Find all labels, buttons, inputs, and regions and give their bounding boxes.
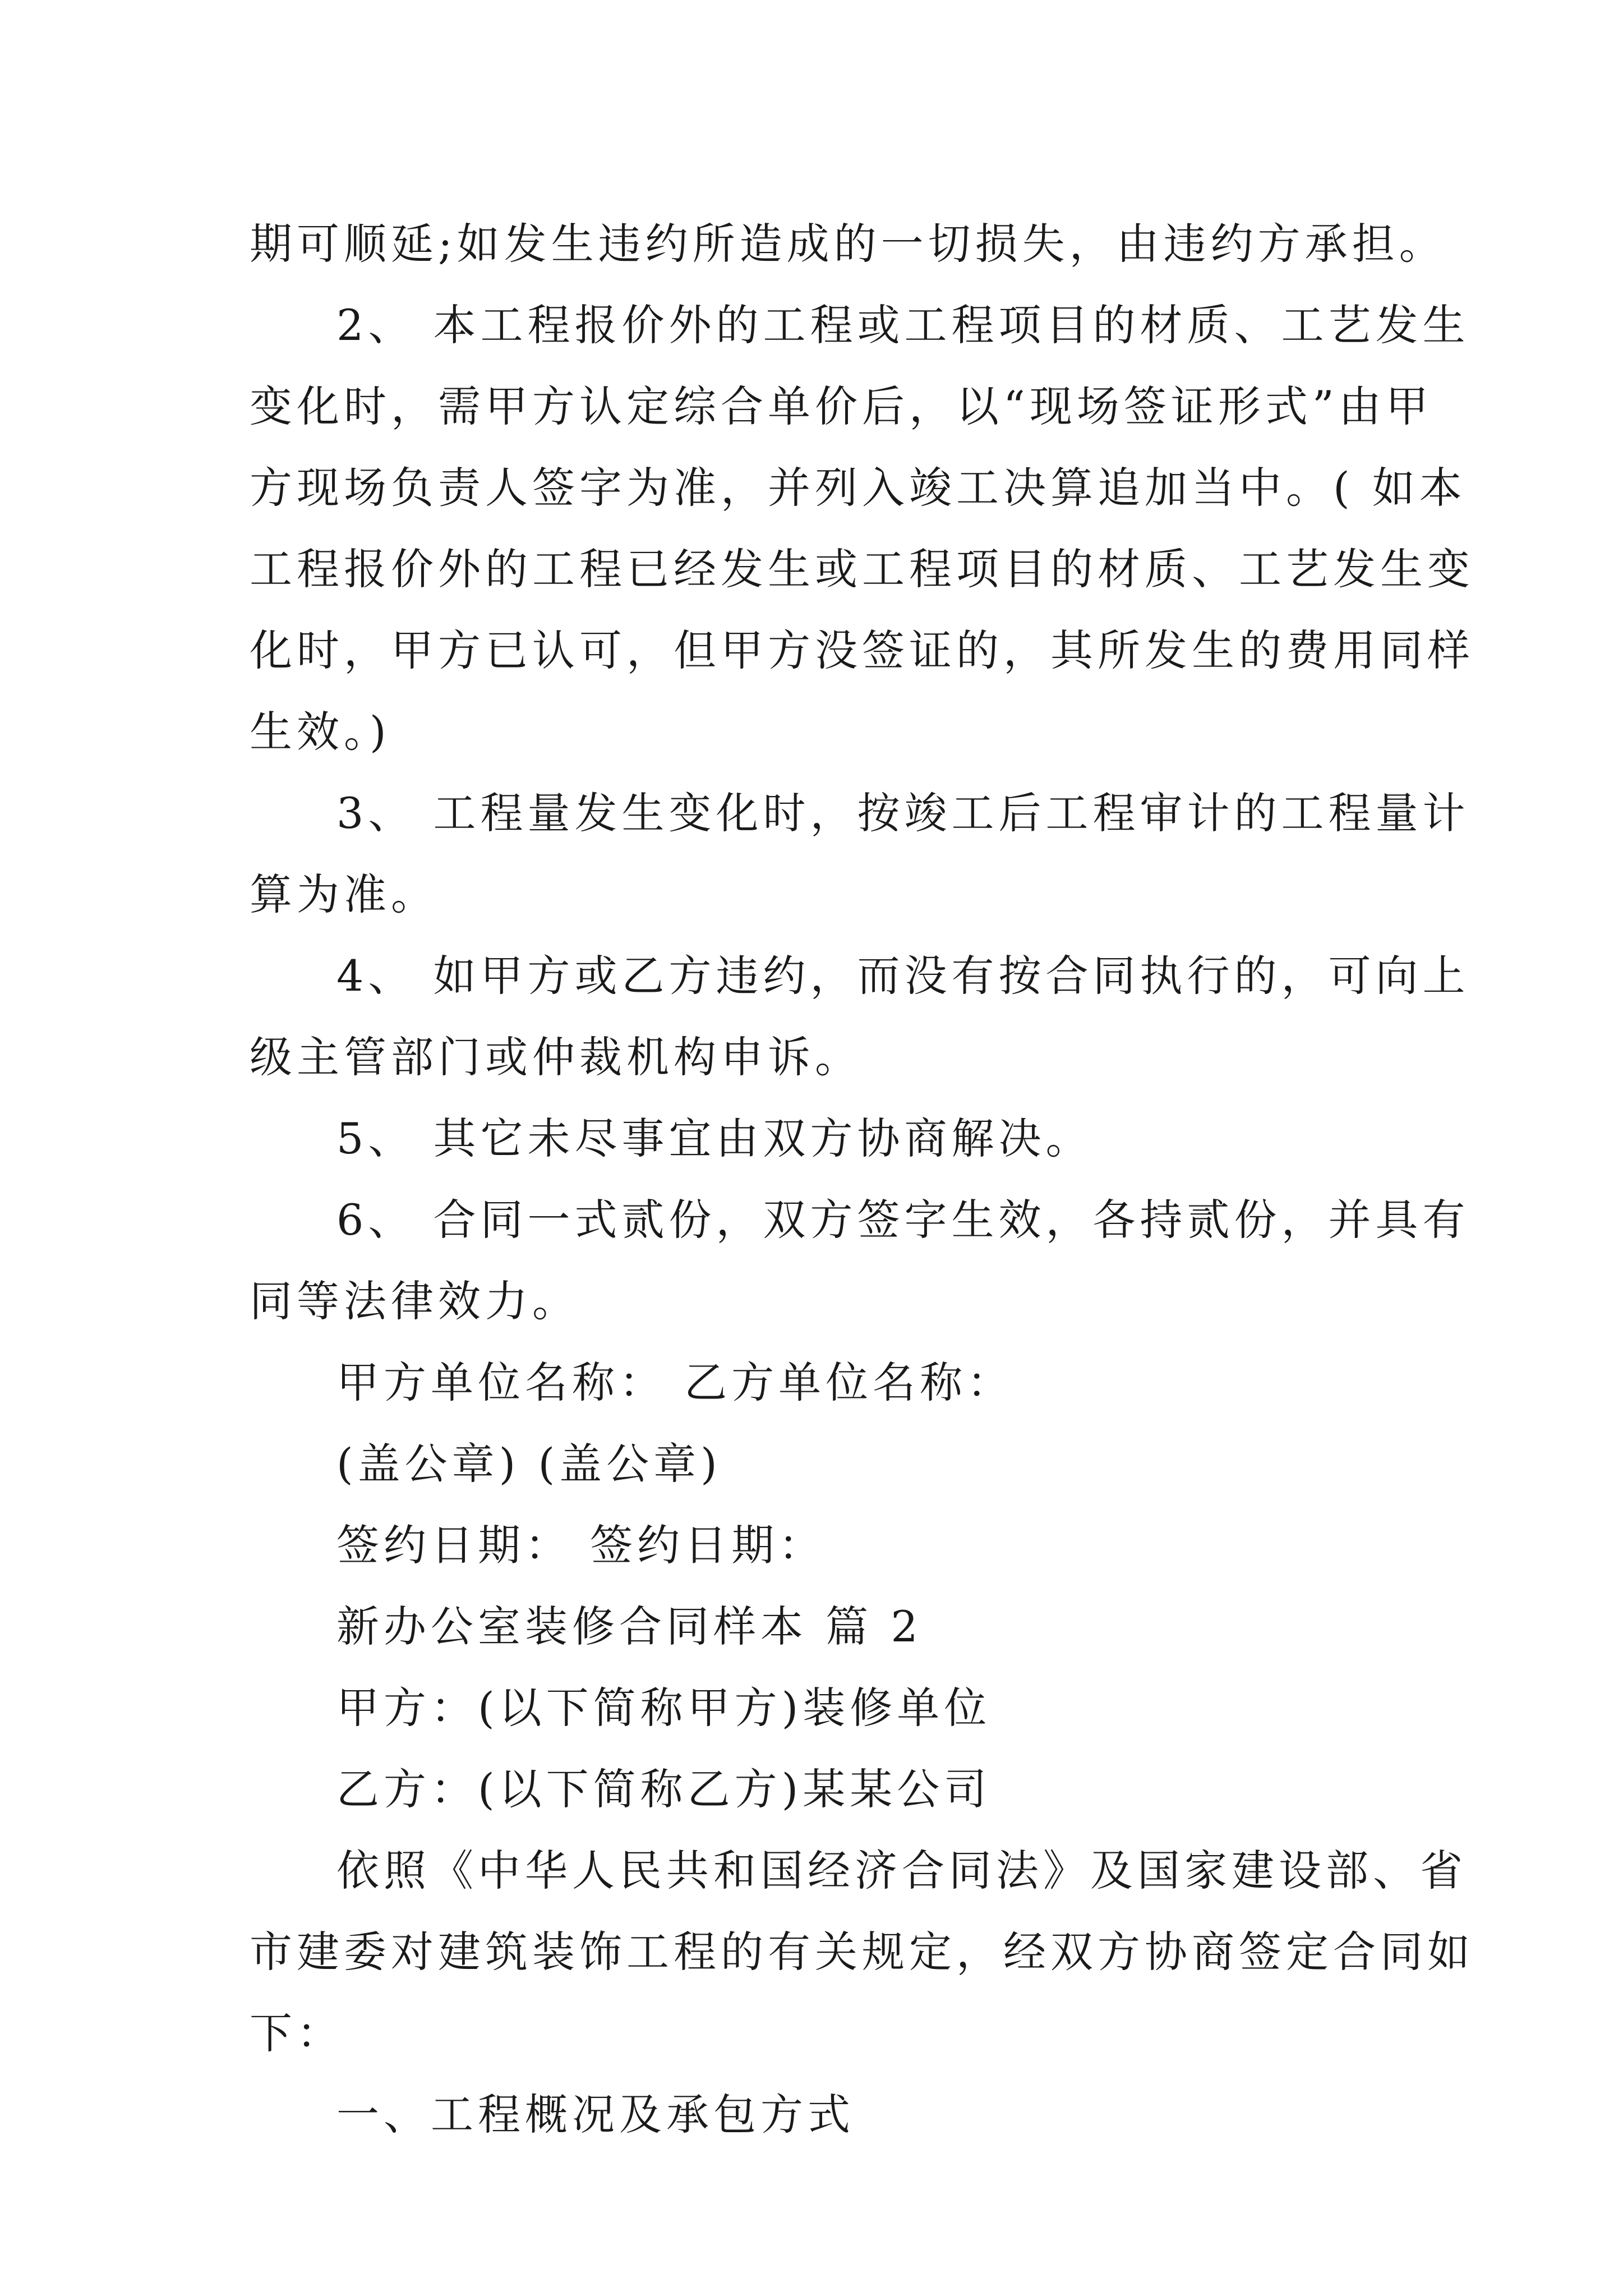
text-line: 甲方：(以下简称甲方)装修单位 (336, 1683, 992, 1733)
text-line: 算为准。 (250, 869, 438, 919)
text-line: 5、 其它未尽事宜由双方协商解决。 (336, 1114, 1093, 1163)
text-line: 3、 工程量发生变化时，按竣工后工程审计的工程量计 (336, 788, 1470, 838)
text-line: 4、 如甲方或乙方违约，而没有按合同执行的，可向上 (336, 951, 1470, 1001)
text-line: 工程报价外的工程已经发生或工程项目的材质、工艺发生变 (250, 544, 1474, 594)
text-line: 变化时，需甲方认定综合单价后，以“现场签证形式”由甲 (250, 381, 1433, 431)
text-line: 生效。) (250, 707, 391, 757)
section-heading: 新办公室装修合同样本 篇 2 (336, 1602, 923, 1651)
section-heading: 一、工程概况及承包方式 (336, 2090, 855, 2139)
text-line: 化时，甲方已认可，但甲方没签证的，其所发生的费用同样 (250, 625, 1474, 675)
text-line: 同等法律效力。 (250, 1276, 579, 1326)
text-line: 下： (250, 2008, 344, 2058)
text-line: 期可顺延;如发生违约所造成的一切损失，由违约方承担。 (250, 219, 1446, 269)
text-line: 级主管部门或仲裁机构申诉。 (250, 1032, 862, 1082)
text-line: 依照《中华人民共和国经济合同法》及国家建设部、省 (336, 1846, 1467, 1895)
text-line: 2、 本工程报价外的工程或工程项目的材质、工艺发生 (336, 300, 1470, 350)
text-line: 市建委对建筑装饰工程的有关规定，经双方协商签定合同如 (250, 1927, 1474, 1977)
text-line: 乙方：(以下简称乙方)某某公司 (336, 1764, 992, 1814)
text-line: (盖公章) (盖公章) (336, 1439, 722, 1489)
text-line: 方现场负责人签字为准，并列入竣工决算追加当中。( 如本 (250, 463, 1467, 513)
text-line: 6、 合同一式贰份，双方签字生效，各持贰份，并具有 (336, 1195, 1470, 1245)
text-line: 甲方单位名称： 乙方单位名称： (336, 1358, 1015, 1407)
text-line: 签约日期： 签约日期： (336, 1520, 826, 1570)
